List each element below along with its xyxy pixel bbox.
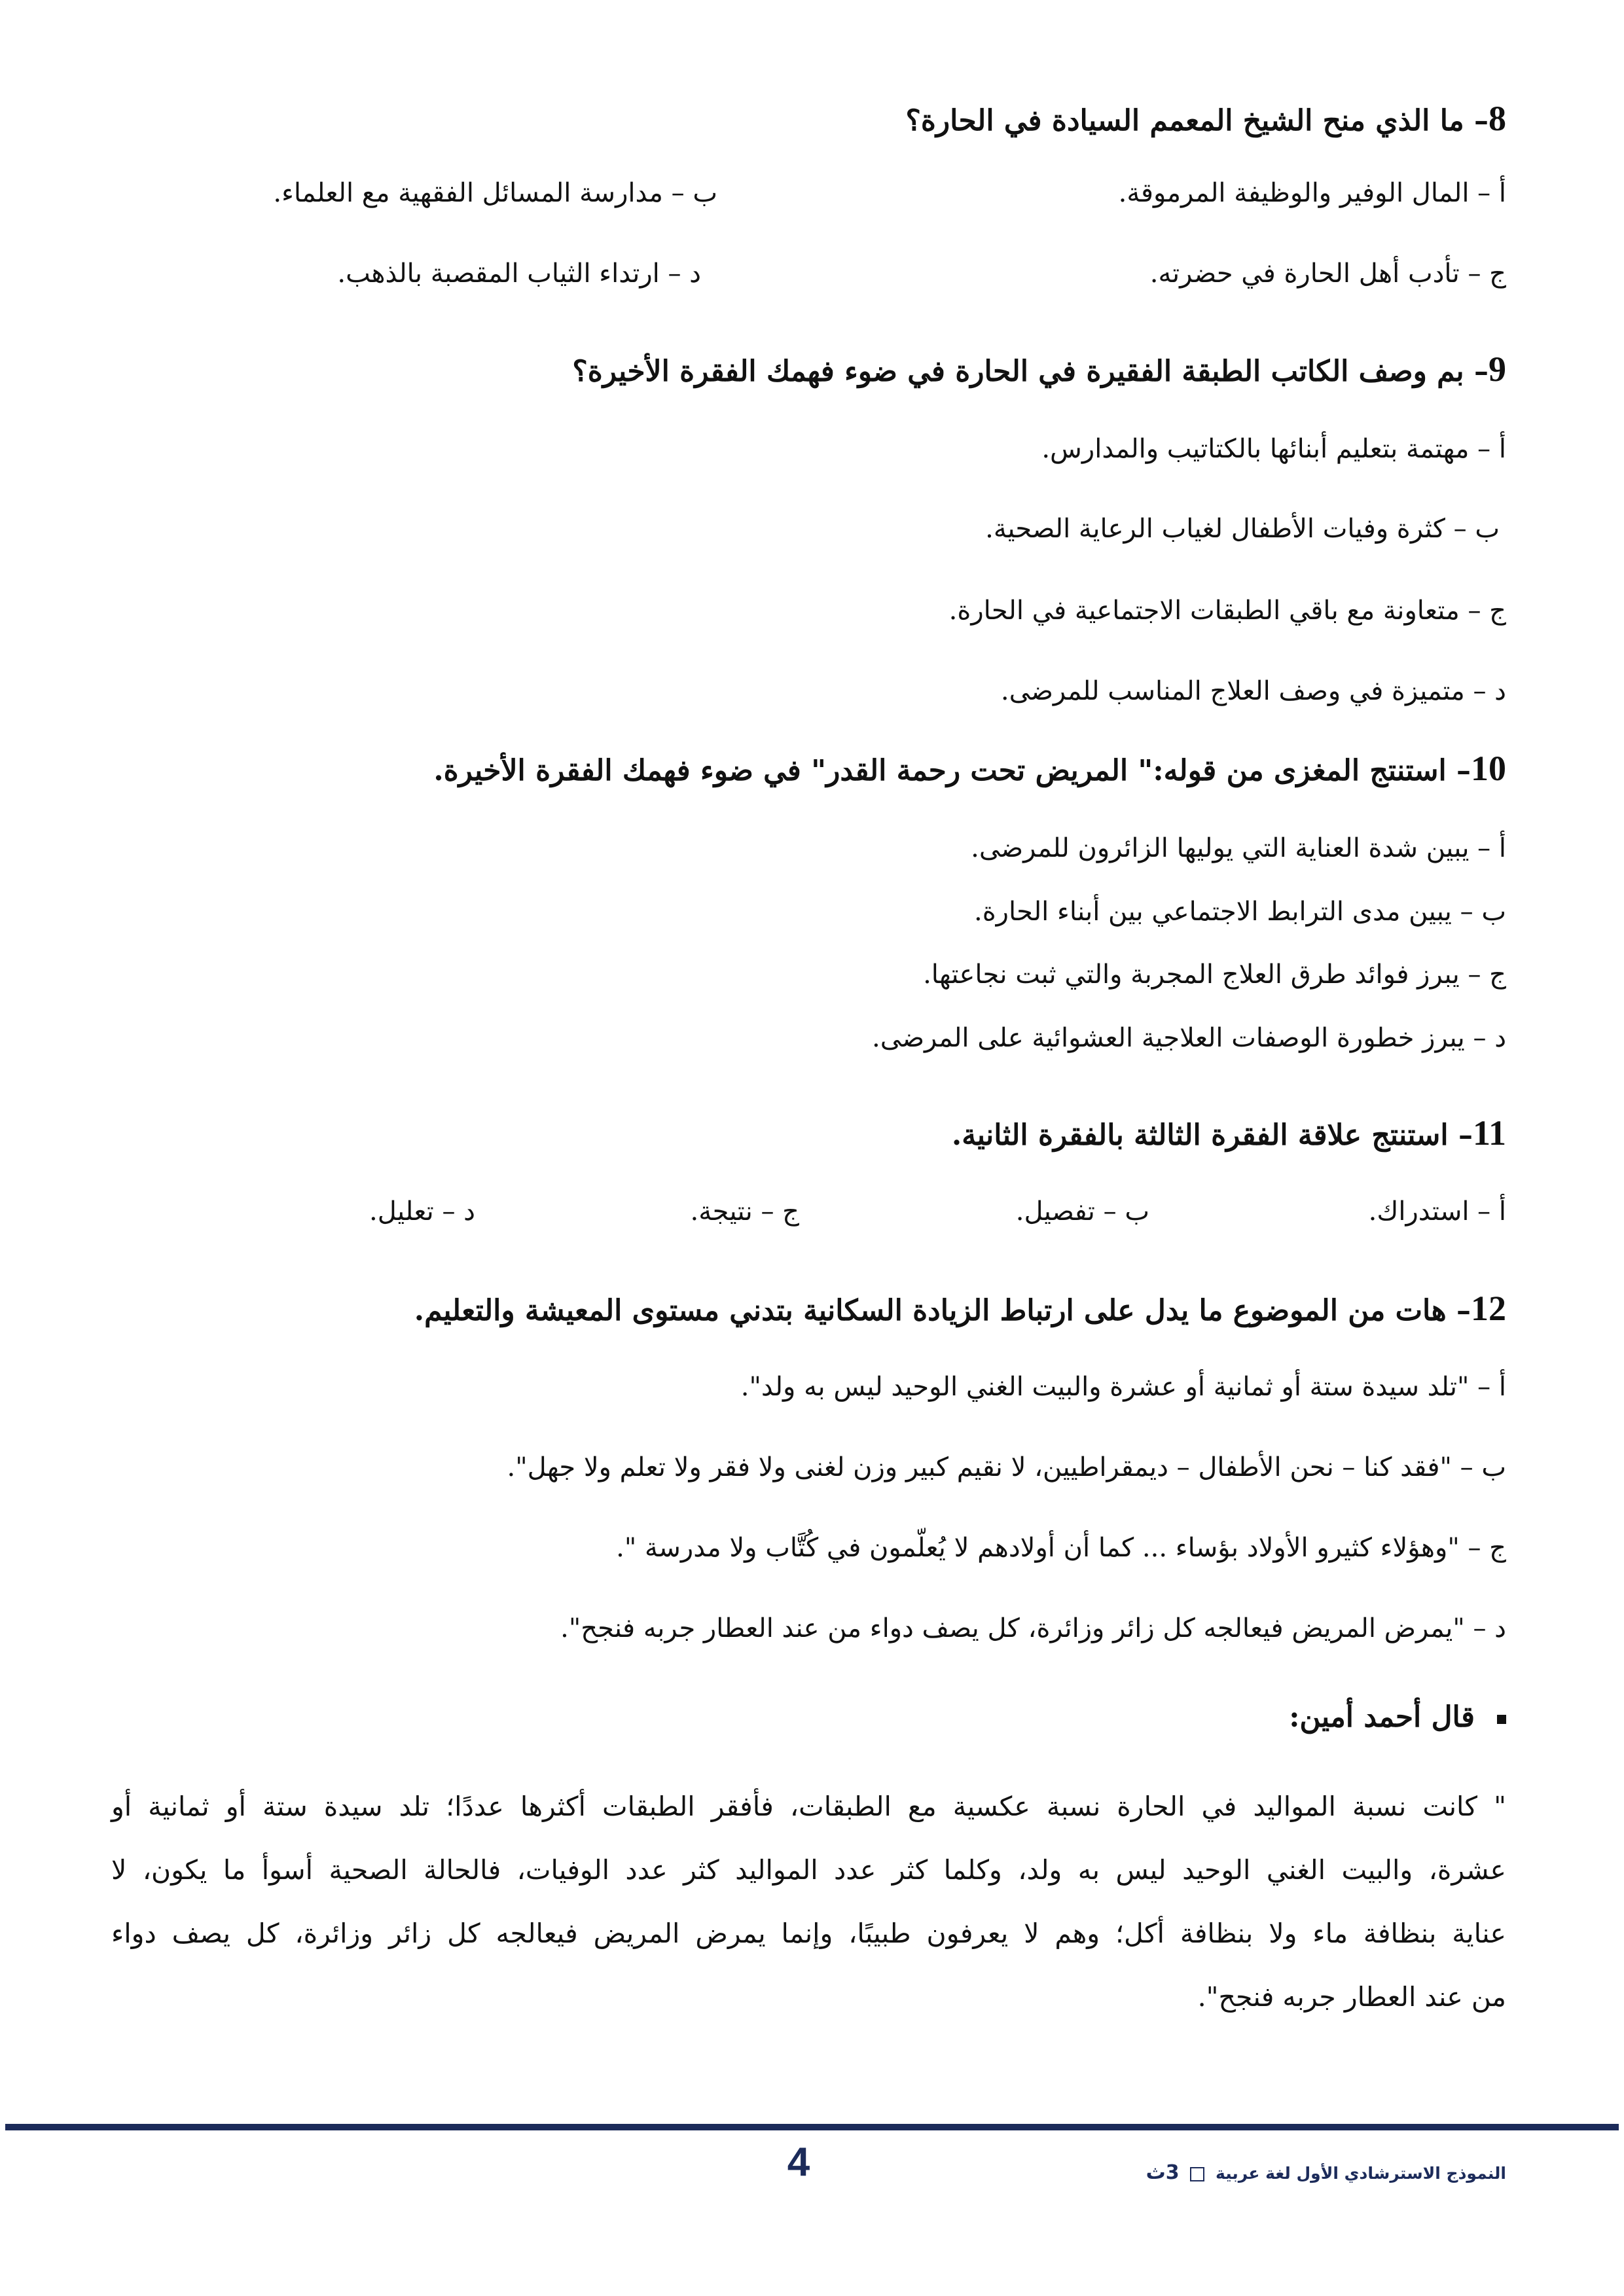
- question-text: – هات من الموضوع ما يدل على ارتباط الزيادة السكانية بتدني مستوى المعيشة والتعليم.: [414, 1294, 1471, 1327]
- passage-author: قال أحمد أمين:: [1289, 1700, 1475, 1734]
- option-b[interactable]: ب – كثرة وفيات الأطفال لغياب الرعاية الصحية.: [985, 514, 1500, 544]
- question-9: [572, 349, 1506, 389]
- passage-text: [111, 1775, 1506, 2029]
- footer-label: [1146, 2161, 1506, 2184]
- option-c[interactable]: ج – متعاونة مع باقي الطبقات الاجتماعية في الحارة.: [948, 596, 1506, 626]
- option-c[interactable]: ج – نتيجة.: [690, 1196, 799, 1227]
- question-number: 11: [1472, 1113, 1506, 1153]
- option-d[interactable]: د – ارتداء الثياب المقصبة بالذهب.: [337, 259, 701, 289]
- question-number: 9: [1489, 350, 1506, 389]
- option-a[interactable]: أ – استدراك.: [1368, 1196, 1506, 1227]
- passage-line: من عند العطار جربه فنجح".: [1197, 1981, 1506, 2013]
- option-d[interactable]: د – متميزة في وصف العلاج المناسب للمرضى.: [1000, 676, 1506, 706]
- footer-grade: 3ث: [1146, 2161, 1180, 2184]
- question-number: 8: [1489, 99, 1506, 138]
- question-11: [952, 1113, 1506, 1153]
- option-b[interactable]: ب – مدارسة المسائل الفقهية مع العلماء.: [273, 178, 717, 208]
- question-10: [433, 748, 1506, 789]
- option-c[interactable]: ج – تأدب أهل الحارة في حضرته.: [1149, 259, 1506, 289]
- option-d[interactable]: د – يبرز خطورة الوصفات العلاجية العشوائية على المرضى.: [872, 1023, 1506, 1053]
- question-8: [905, 98, 1506, 139]
- option-a[interactable]: أ – مهتمة بتعليم أبنائها بالكتاتيب والمدارس.: [1041, 434, 1506, 464]
- option-d[interactable]: د – تعليل.: [369, 1196, 475, 1227]
- option-b[interactable]: ب – يبين مدى الترابط الاجتماعي بين أبناء الحارة.: [974, 897, 1506, 927]
- passage-line: عناية بنظافة ماء ولا بنظافة أكل؛ وهم لا يعرفون طبيبًا، وإنما يمرض المريض فيعالجه كل زائر وزائرة، كل يصف دواء: [111, 1918, 1506, 1949]
- option-b[interactable]: ب – "فقد كنا – نحن الأطفال – ديمقراطيين، لا نقيم كبير وزن لغنى ولا فقر ولا تعلم ولا جهل".: [507, 1452, 1506, 1482]
- question-number: 12: [1471, 1289, 1506, 1328]
- bullet-icon: [1497, 1715, 1506, 1724]
- passage-line: عشرة، والبيت الغني الوحيد ليس به ولد، وكلما كثر عدد المواليد كثر عدد الوفيات، فالحالة الصحية أسوأ ما يكون، لا: [111, 1854, 1506, 1886]
- question-text: – استنتج علاقة الفقرة الثالثة بالفقرة الثانية.: [951, 1119, 1473, 1152]
- passage-title: [1289, 1700, 1506, 1734]
- option-a[interactable]: أ – يبين شدة العناية التي يوليها الزائرون للمرضى.: [971, 833, 1506, 863]
- option-b[interactable]: ب – تفصيل.: [1015, 1196, 1149, 1227]
- passage-line: " كانت نسبة المواليد في الحارة نسبة عكسية مع الطبقات، فأفقر الطبقات أكثرها عددًا؛ تلد سيدة ستة أو ثمانية أو: [111, 1791, 1506, 1822]
- option-d[interactable]: د – "يمرض المريض فيعالجه كل زائر وزائرة، كل يصف دواء من عند العطار جربه فنجح".: [560, 1613, 1506, 1643]
- page-number: 4: [787, 2140, 810, 2185]
- question-text: – بم وصف الكاتب الطبقة الفقيرة في الحارة في ضوء فهمك الفقرة الأخيرة؟: [572, 355, 1489, 388]
- question-text: – ما الذي منح الشيخ المعمم السيادة في الحارة؟: [905, 104, 1489, 137]
- option-a[interactable]: أ – المال الوفير والوظيفة المرموقة.: [1118, 178, 1506, 208]
- option-c[interactable]: ج – "وهؤلاء كثيرو الأولاد بؤساء ... كما أن أولادهم لا يُعلّمون في كُتَّاب ولا مدرسة ".: [616, 1533, 1506, 1563]
- footer-divider: [5, 2124, 1619, 2130]
- option-c[interactable]: ج – يبرز فوائد طرق العلاج المجربة والتي ثبت نجاعتها.: [923, 960, 1506, 990]
- question-12: [414, 1288, 1506, 1329]
- question-number: 10: [1471, 749, 1506, 788]
- question-text: – استنتج المغزى من قوله:" المريض تحت رحمة القدر" في ضوء فهمك الفقرة الأخيرة.: [433, 754, 1471, 787]
- option-a[interactable]: أ – "تلد سيدة ستة أو ثمانية أو عشرة والبيت الغني الوحيد ليس به ولد".: [740, 1372, 1506, 1402]
- footer-exam-title: النموذج الاسترشادي الأول لغة عربية: [1216, 2164, 1506, 2183]
- square-icon: [1190, 2167, 1204, 2181]
